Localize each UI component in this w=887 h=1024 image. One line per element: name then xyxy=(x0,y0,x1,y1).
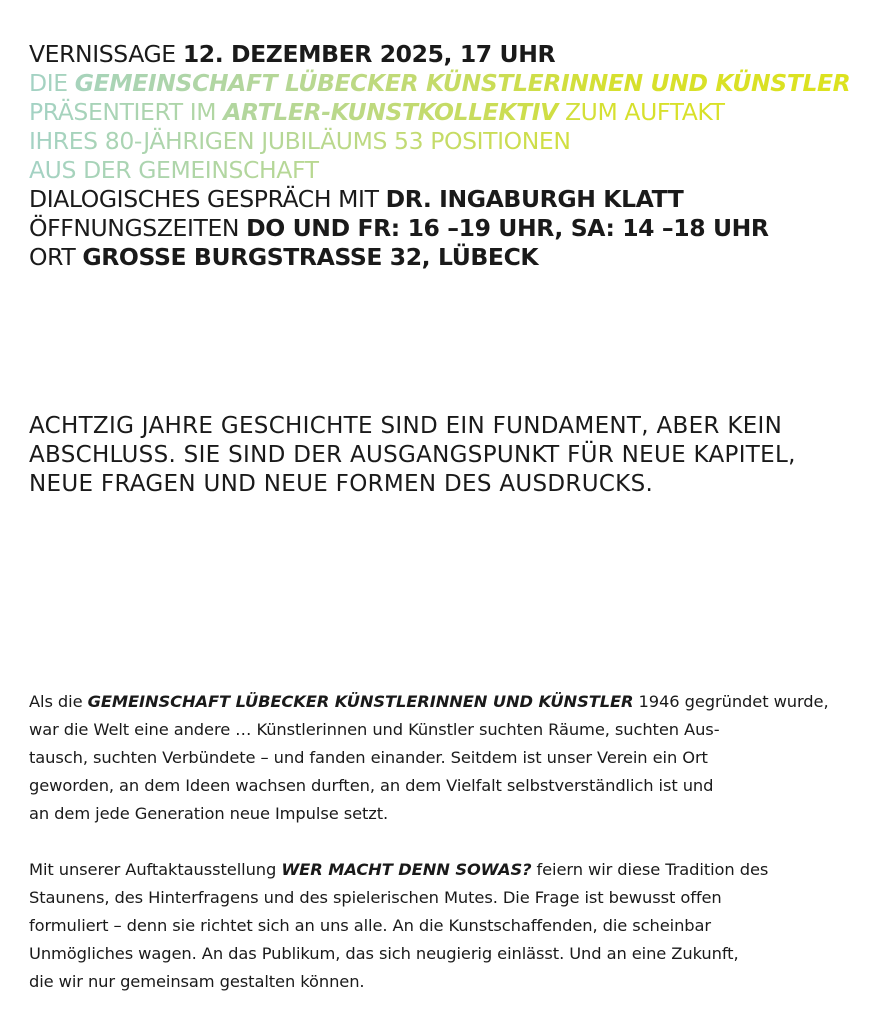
intro-line-3: IHRES 80-JÄHRIGEN JUBILÄUMS 53 POSITIONEN xyxy=(29,127,869,156)
talk-speaker: DR. INGABURGH KLATT xyxy=(385,185,684,213)
intro-association-name: GEMEINSCHAFT LÜBECKER KÜNSTLERINNEN UND KÜNSTLER xyxy=(74,69,851,97)
paragraph-2 xyxy=(29,856,859,996)
p2-line-3: formuliert – denn sie richtet sich an uns alle. An die Kunstschaffenden, die scheinbar xyxy=(29,916,712,935)
p1-line-1: Als die GEMEINSCHAFT LÜBECKER KÜNSTLERINNEN UND KÜNSTLER 1946 gegründet wurde, xyxy=(29,692,829,711)
talk-line xyxy=(29,185,869,214)
hours-value: DO UND FR: 16 –19 UHR, SA: 14 –18 UHR xyxy=(246,214,769,242)
vernissage-date: 12. DEZEMBER 2025, 17 UHR xyxy=(182,40,556,68)
place-line xyxy=(29,243,869,272)
p1-line-3: tausch, suchten Verbündete – und fanden einander. Seitdem ist unser Verein ein Ort xyxy=(29,748,708,767)
p1-association-name: GEMEINSCHAFT LÜBECKER KÜNSTLERINNEN UND KÜNSTLER xyxy=(87,692,634,711)
vernissage-label: VERNISSAGE xyxy=(29,40,183,68)
vernissage-line xyxy=(29,40,869,69)
hours-label: ÖFFNUNGSZEITEN xyxy=(29,214,247,242)
body-text xyxy=(29,688,859,1024)
paragraph-1 xyxy=(29,688,859,828)
quote-block xyxy=(29,412,869,499)
p1-line-4: geworden, an dem Ideen wachsen durften, an dem Vielfalt selbstverständlich ist und xyxy=(29,776,714,795)
p2-line-4: Unmögliches wagen. An das Publikum, das sich neugierig einlässt. Und an eine Zukunft, xyxy=(29,944,739,963)
intro-line-4: AUS DER GEMEINSCHAFT xyxy=(29,156,869,185)
talk-label: DIALOGISCHES GESPRÄCH MIT xyxy=(29,185,386,213)
hours-line xyxy=(29,214,869,243)
p1-line-2: war die Welt eine andere … Künstlerinnen und Künstler suchten Räume, suchten Aus- xyxy=(29,720,720,739)
intro-venue-name: ARTLER-KUNSTKOLLEKTIV xyxy=(223,98,558,126)
place-value: GROSSE BURGSTRASSE 32, LÜBECK xyxy=(82,243,539,271)
intro-line-1: DIE GEMEINSCHAFT LÜBECKER KÜNSTLERINNEN UND KÜNSTLER xyxy=(29,69,869,98)
p2-exhibition-title: WER MACHT DENN SOWAS? xyxy=(281,860,532,879)
place-label: ORT xyxy=(29,243,83,271)
quote-line-3: NEUE FRAGEN UND NEUE FORMEN DES AUSDRUCKS. xyxy=(29,471,654,497)
event-header xyxy=(29,40,869,272)
intro-line-2: PRÄSENTIERT IM ARTLER-KUNSTKOLLEKTIV ZUM AUFTAKT xyxy=(29,98,869,127)
p2-line-2: Staunens, des Hinterfragens und des spielerischen Mutes. Die Frage ist bewusst offen xyxy=(29,888,722,907)
quote-line-1: ACHTZIG JAHRE GESCHICHTE SIND EIN FUNDAMENT, ABER KEIN xyxy=(29,413,783,439)
p2-line-5: die wir nur gemeinsam gestalten können. xyxy=(29,972,365,991)
p1-line-5: an dem jede Generation neue Impulse setzt. xyxy=(29,804,389,823)
p2-line-1: Mit unserer Auftaktausstellung WER MACHT DENN SOWAS? feiern wir diese Tradition des xyxy=(29,860,769,879)
quote-line-2: ABSCHLUSS. SIE SIND DER AUSGANGSPUNKT FÜR NEUE KAPITEL, xyxy=(29,442,796,468)
